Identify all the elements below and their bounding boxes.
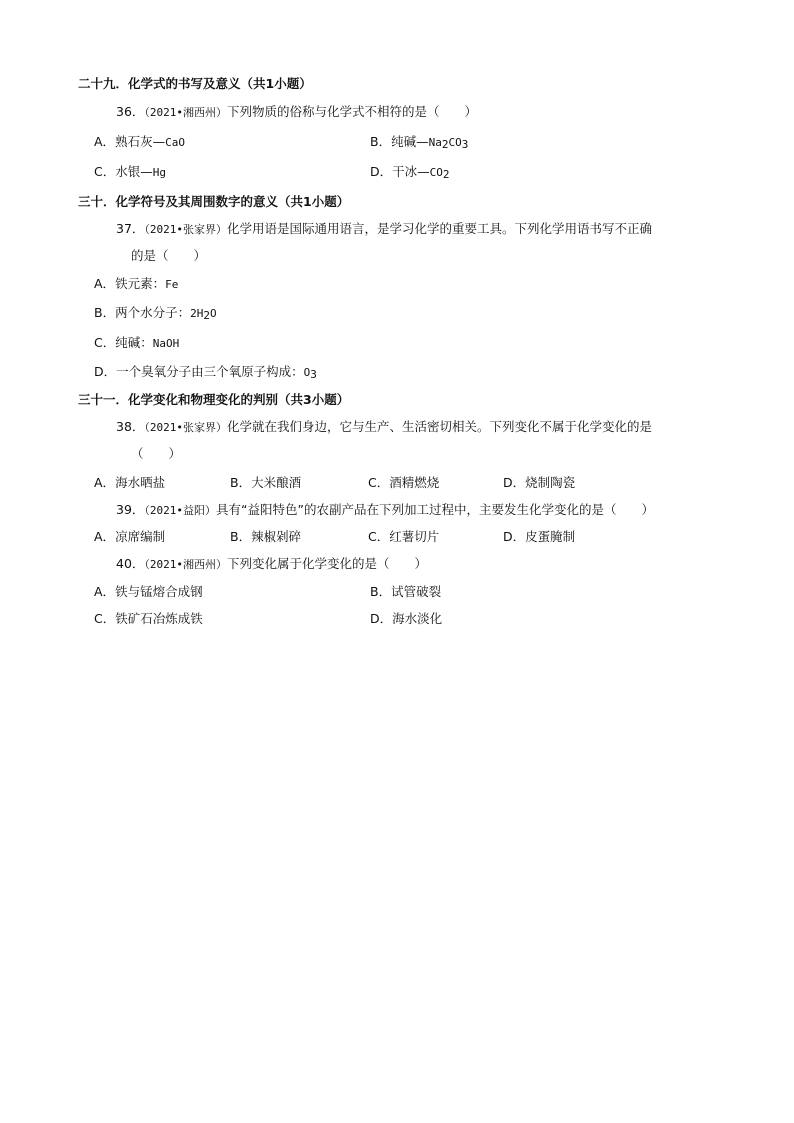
option-b: B．纯碱$—Na_2CO_3$ [370,134,469,151]
question-38-stem-continued: （ ） [131,446,182,461]
option-a: A．铁与锰熔合成钢 [94,584,203,599]
option-a: A．海水晒盐 [94,475,166,490]
question-text: 下列变化属于化学变化的是（ ） [227,556,428,571]
question-source: （2021•湘西州） [144,106,228,119]
question-number: 36． [116,104,145,119]
option-a: A．铁元素：Fe [94,276,179,291]
question-40-stem [116,556,427,573]
question-source: （2021•益阳） [144,504,217,517]
question-number: 38． [116,419,145,434]
question-source: （2021•张家界） [144,421,228,434]
option-b: B．两个水分子：$2H_2O$ [94,305,217,322]
option-d: D．海水淡化 [370,611,443,626]
question-number: 39． [116,502,145,517]
question-number: 37． [116,221,145,236]
question-38-stem [116,419,652,436]
option-b: B．试管破裂 [370,584,442,599]
option-c: C．纯碱：NaOH [94,335,180,350]
option-a: A．熟石灰—CaO [94,134,185,149]
option-d: D．烧制陶瓷 [503,475,576,490]
question-39-stem [116,502,654,519]
question-36-stem [116,104,477,121]
question-source: （2021•张家界） [144,223,228,236]
option-d: D．皮蛋腌制 [503,529,576,544]
option-c: C．水银—Hg [94,164,166,179]
question-text: 化学就在我们身边，它与生产、生活密切相关。下列变化不属于化学变化的是 [227,419,653,434]
question-text: 化学用语是国际通用语言，是学习化学的重要工具。下列化学用语书写不正确 [227,221,653,236]
option-c: C．红薯切片 [368,529,440,544]
section-heading: 三十．化学符号及其周围数字的意义（共1小题） [78,194,350,209]
section-heading: 三十一．化学变化和物理变化的判别（共3小题） [78,392,350,407]
option-b: B．大米酿酒 [230,475,302,490]
question-number: 40． [116,556,145,571]
question-text: 下列物质的俗称与化学式不相符的是（ ） [227,104,478,119]
option-b: B．辣椒剁碎 [230,529,302,544]
section-heading: 二十九．化学式的书写及意义（共1小题） [78,76,312,91]
option-c: C．铁矿石冶炼成铁 [94,611,203,626]
question-text: 具有“益阳特色”的农副产品在下列加工过程中，主要发生化学变化的是（ ） [216,502,654,517]
option-a: A．凉席编制 [94,529,166,544]
option-c: C．酒精燃烧 [368,475,440,490]
question-37-stem [116,221,652,238]
question-source: （2021•湘西州） [144,558,228,571]
question-37-stem-continued: 的是（ ） [131,248,207,263]
option-d: D．一个臭氧分子由三个氧原子构成：$O_3$ [94,364,317,381]
option-d: D．干冰$—CO_2$ [370,164,450,181]
